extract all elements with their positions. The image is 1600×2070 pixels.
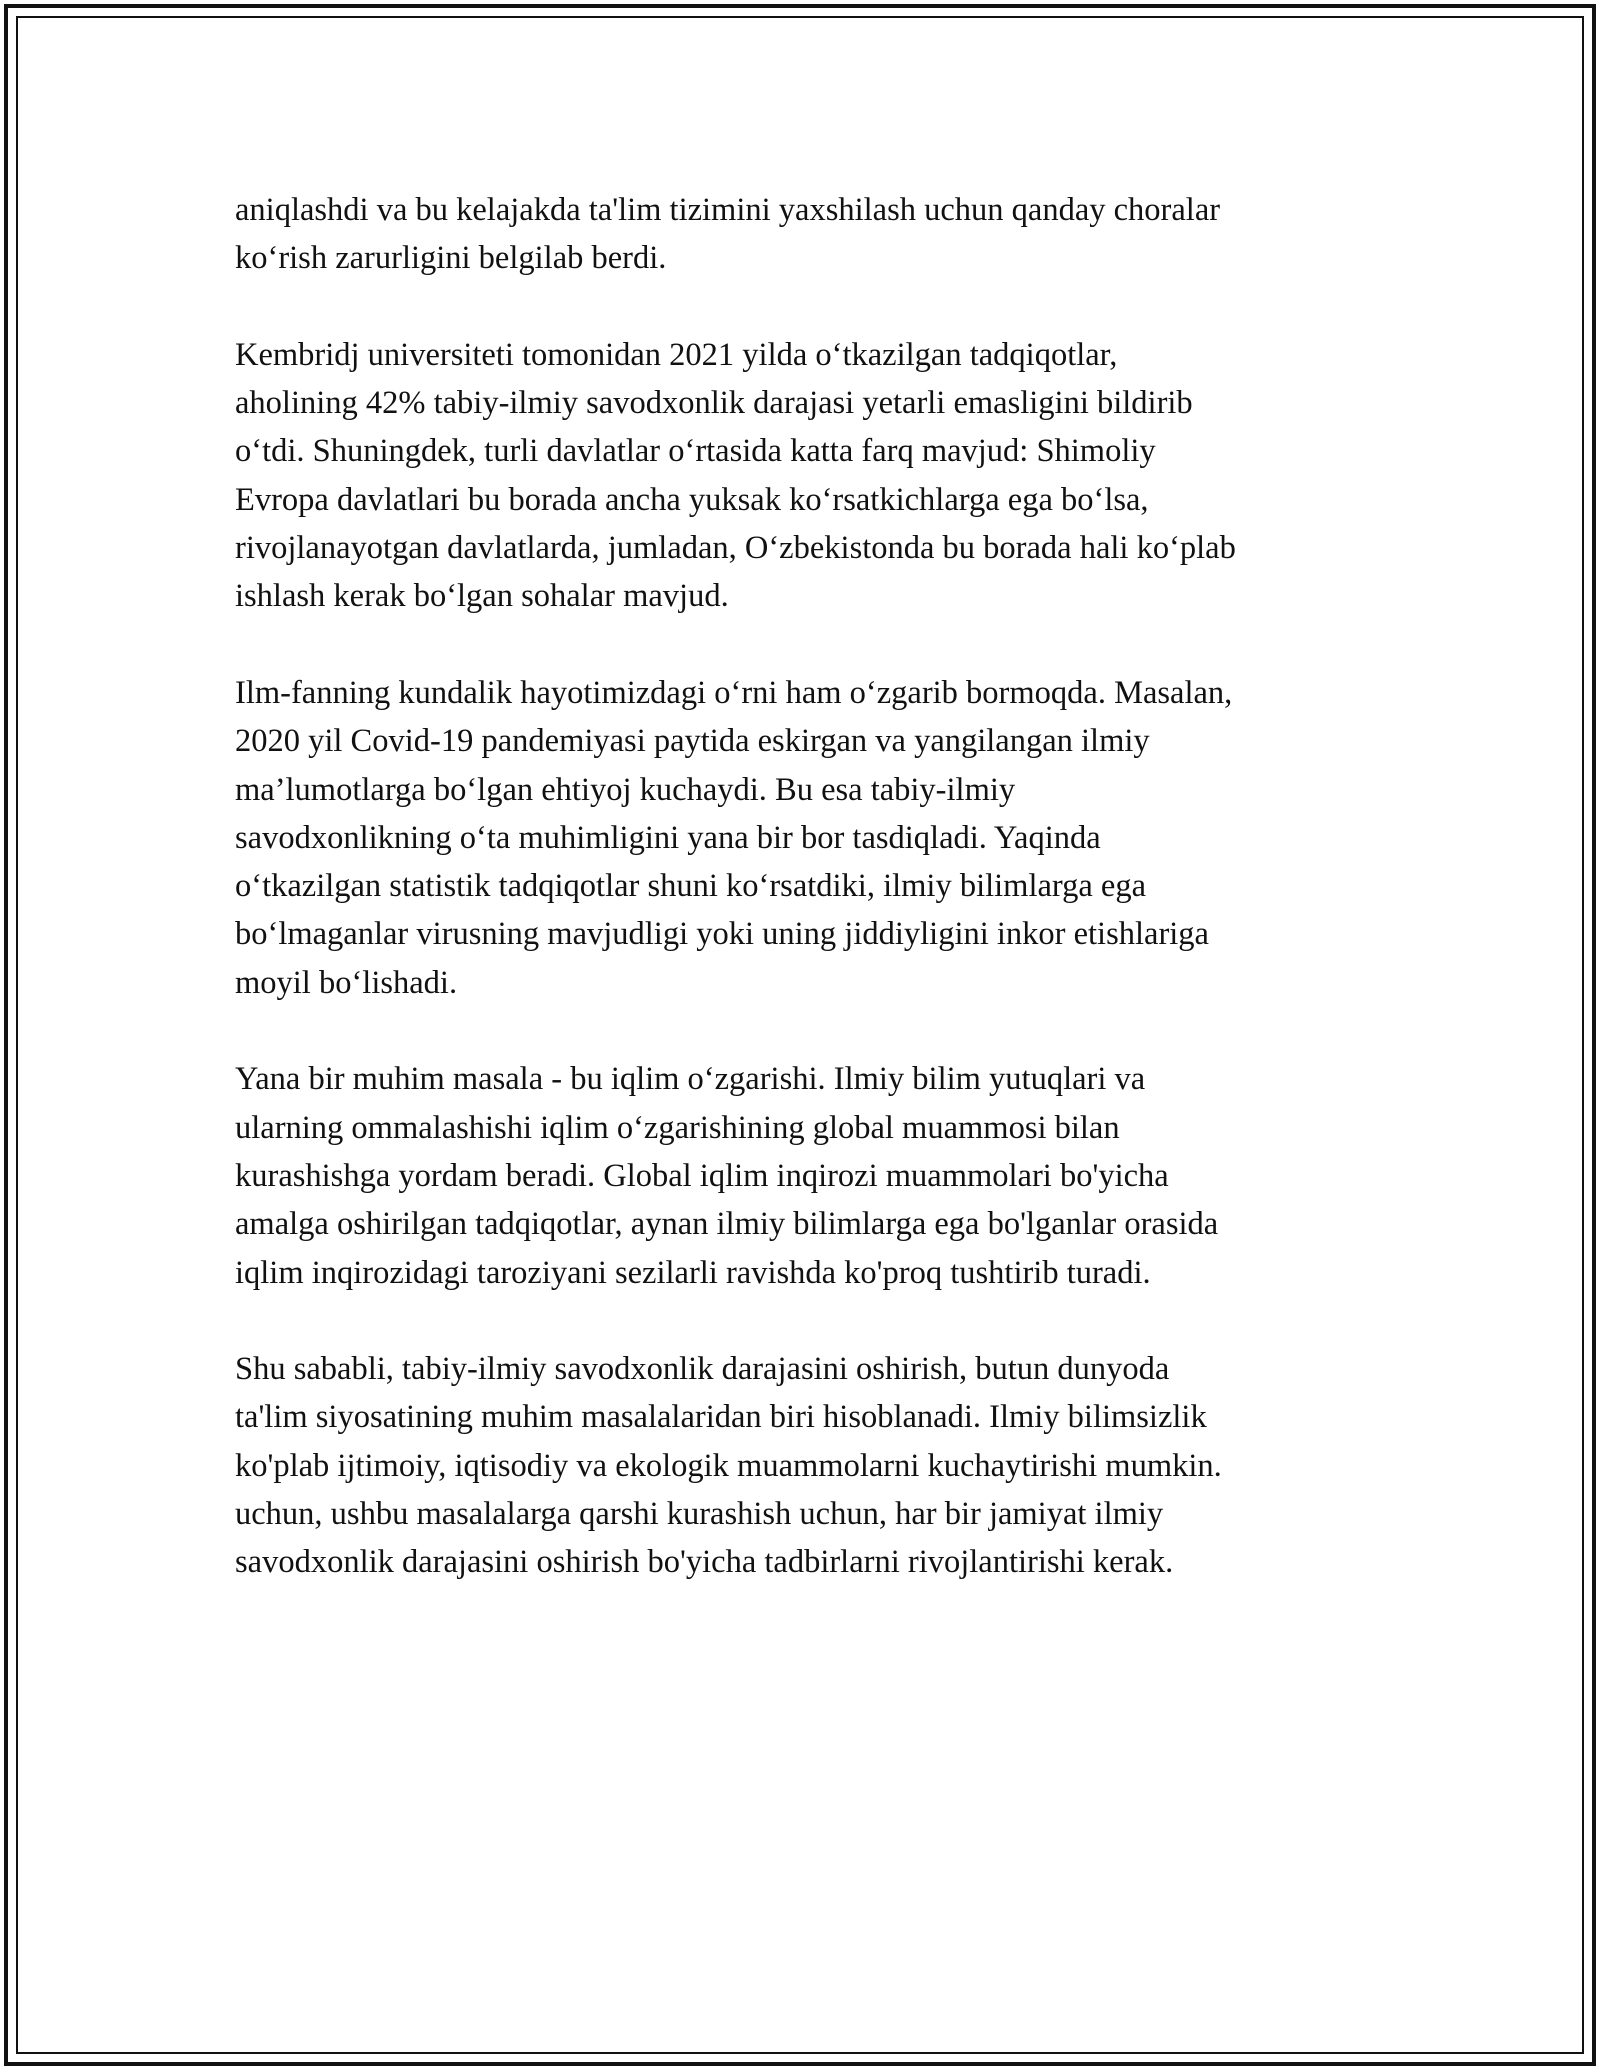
paragraph-5: Shu sababli, tabiy-ilmiy savodxonlik darajasini oshirish, butun dunyoda ta'lim siyosatining muhim masalalaridan biri hisoblanadi. Ilmiy bilimsizlik ko'plab ijtimoiy, iqtisodiy va ekologik muammolarni kuchaytirishi mumkin. uchun, ushbu masalalarga qarshi kurashish uchun, har bir jamiyat ilmiy savodxonlik darajasini oshirish bo'yicha tadbirlarni rivojlantirishi kerak. [235,1351,1222,1581]
paragraph-1: aniqlashdi va bu kelajakda ta'lim tizimini yaxshilash uchun qanday choralar ko‘rish zarurligini belgilab berdi. [235,192,1221,277]
paragraph-2: Kembridj universiteti tomonidan 2021 yilda o‘tkazilgan tadqiqotlar, aholining 42% tabiy-ilmiy savodxonlik darajasi yetarli emasligini bildirib o‘tdi. Shuningdek, turli davlatlar o‘rtasida katta farq mavjud: Shimoliy Evropa davlatlari bu borada ancha yuksak ko‘rsatkichlarga ega bo‘lsa, rivojlanayotgan davlatlarda, jumladan, O‘zbekistonda bu borada hali ko‘plab ishlash kerak bo‘lgan sohalar mavjud. [235,336,1236,615]
paragraph-4: Yana bir muhim masala - bu iqlim o‘zgarishi. Ilmiy bilim yutuqlari va ularning ommalashishi iqlim o‘zgarishining global muammosi bilan kurashishga yordam beradi. Global iqlim inqirozi muammolari bo'yicha amalga oshirilgan tadqiqotlar, aynan ilmiy bilimlarga ega bo'lganlar orasida iqlim inqirozidagi taroziyani sezilarli ravishda ko'proq tushtirib turadi. [235,1061,1219,1291]
paragraph-3: Ilm-fanning kundalik hayotimizdagi o‘rni ham o‘zgarib bormoqda. Masalan, 2020 yil Covid-19 pandemiyasi paytida eskirgan va yangilangan ilmiy ma’lumotlarga bo‘lgan ehtiyoj kuchaydi. Bu esa tabiy-ilmiy savodxonlikning o‘ta muhimligini yana bir bor tasdiqladi. Yaqinda o‘tkazilgan statistik tadqiqotlar shuni ko‘rsatdiki, ilmiy bilimlarga ega bo‘lmaganlar virusning mavjudligi yoki uning jiddiyligini inkor etishlariga moyil bo‘lishadi. [235,674,1233,1001]
document-body [235,186,1365,1635]
